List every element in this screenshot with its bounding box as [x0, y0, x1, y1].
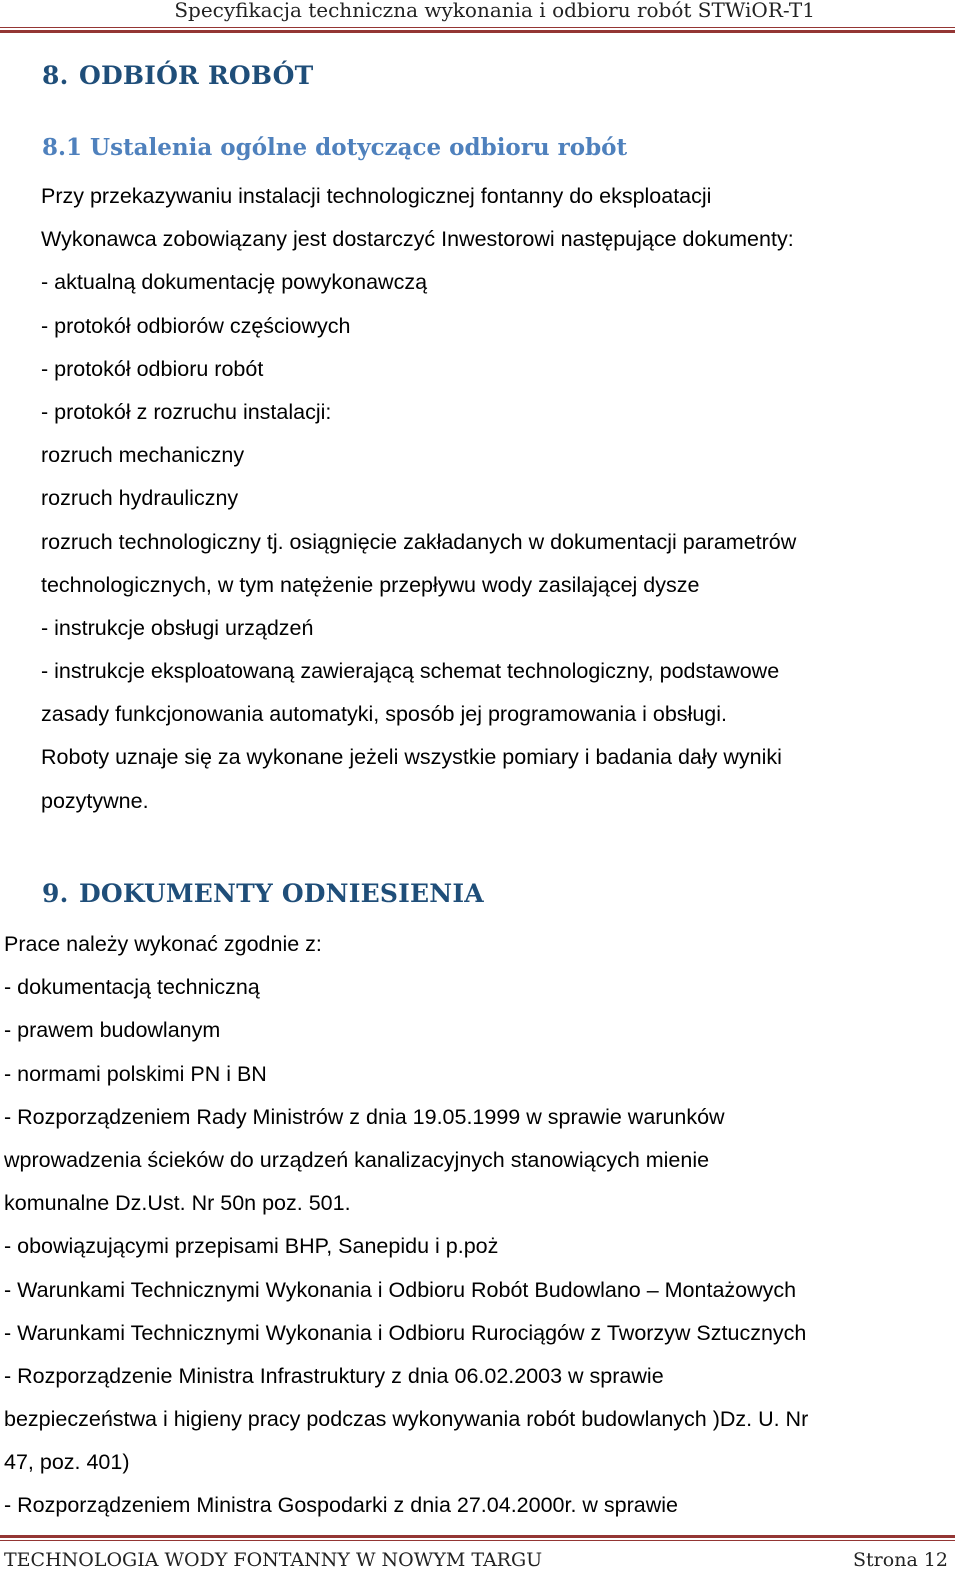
- body-line: rozruch hydrauliczny: [41, 486, 239, 511]
- section-9-title: DOKUMENTY ODNIESIENIA: [79, 879, 484, 908]
- section-8-title: ODBIÓR ROBÓT: [79, 61, 314, 90]
- body-line: Wykonawca zobowiązany jest dostarczyć Inwestorowi następujące dokumenty:: [41, 227, 794, 252]
- body-line: 47, poz. 401): [4, 1450, 130, 1475]
- body-line: - aktualną dokumentację powykonawczą: [41, 270, 428, 295]
- section-8-number: 8.: [42, 61, 69, 90]
- footer-rule-thick: [0, 1535, 955, 1538]
- body-line: - dokumentacją techniczną: [4, 975, 260, 1000]
- body-line: - instrukcje obsługi urządzeń: [41, 615, 314, 640]
- footer-rule-thin: [0, 1540, 955, 1541]
- body-line: wprowadzenia ścieków do urządzeń kanalizacyjnych stanowiących mienie: [4, 1147, 710, 1172]
- body-line: bezpieczeństwa i higieny pracy podczas wykonywania robót budowlanych )Dz. U. Nr: [4, 1407, 809, 1432]
- body-line: - obowiązującymi przepisami BHP, Sanepidu i p.poż: [4, 1234, 499, 1259]
- footer-document-title: TECHNOLOGIA WODY FONTANNY W NOWYM TARGU: [4, 1549, 543, 1571]
- body-line: - Rozporządzeniem Rady Ministrów z dnia 19.05.1999 w sprawie warunków: [4, 1104, 725, 1129]
- section-9-heading: [42, 879, 484, 908]
- body-line: Prace należy wykonać zgodnie z:: [4, 932, 322, 956]
- section-8-body: [41, 175, 796, 823]
- section-8-1-heading: 8.1 Ustalenia ogólne dotyczące odbioru robót: [42, 134, 628, 161]
- footer-page-number: Strona 12: [853, 1549, 948, 1571]
- section-8-heading: [42, 61, 313, 90]
- body-line: Roboty uznaje się za wykonane jeżeli wszystkie pomiary i badania dały wyniki: [41, 745, 782, 770]
- body-line: - Warunkami Technicznymi Wykonania i Odbioru Robót Budowlano – Montażowych: [4, 1277, 797, 1302]
- body-line: - protokół z rozruchu instalacji:: [41, 399, 332, 424]
- body-line: technologicznych, w tym natężenie przepływu wody zasilającej dysze: [41, 572, 700, 597]
- body-line: - Rozporządzeniem Ministra Gospodarki z dnia 27.04.2000r. w sprawie: [4, 1493, 678, 1518]
- body-line: - prawem budowlanym: [4, 1018, 221, 1043]
- body-line: - protokół odbioru robót: [41, 356, 264, 381]
- section-9-number: 9.: [42, 879, 69, 908]
- body-line: rozruch mechaniczny: [41, 443, 245, 468]
- body-line: - protokół odbiorów częściowych: [41, 313, 351, 338]
- body-line: - Warunkami Technicznymi Wykonania i Odbioru Rurociągów z Tworzyw Sztucznych: [4, 1320, 807, 1345]
- header-rule-thin: [0, 27, 955, 28]
- body-line: - Rozporządzenie Ministra Infrastruktury z dnia 06.02.2003 w sprawie: [4, 1363, 664, 1388]
- body-line: komunalne Dz.Ust. Nr 50n poz. 501.: [4, 1191, 351, 1216]
- body-line: - instrukcje eksploatowaną zawierającą schemat technologiczny, podstawowe: [41, 659, 780, 684]
- section-9-body: [4, 923, 808, 1528]
- body-line: - normami polskimi PN i BN: [4, 1061, 267, 1086]
- body-line: pozytywne.: [41, 788, 149, 813]
- header-title: Specyfikacja techniczna wykonania i odbioru robót STWiOR-T1: [174, 0, 815, 22]
- body-line: rozruch technologiczny tj. osiągnięcie zakładanych w dokumentacji parametrów: [41, 529, 797, 554]
- header-rule-thick: [0, 30, 955, 33]
- body-line: Przy przekazywaniu instalacji technologicznej fontanny do eksploatacji: [41, 184, 712, 208]
- body-line: zasady funkcjonowania automatyki, sposób jej programowania i obsługi.: [41, 702, 727, 727]
